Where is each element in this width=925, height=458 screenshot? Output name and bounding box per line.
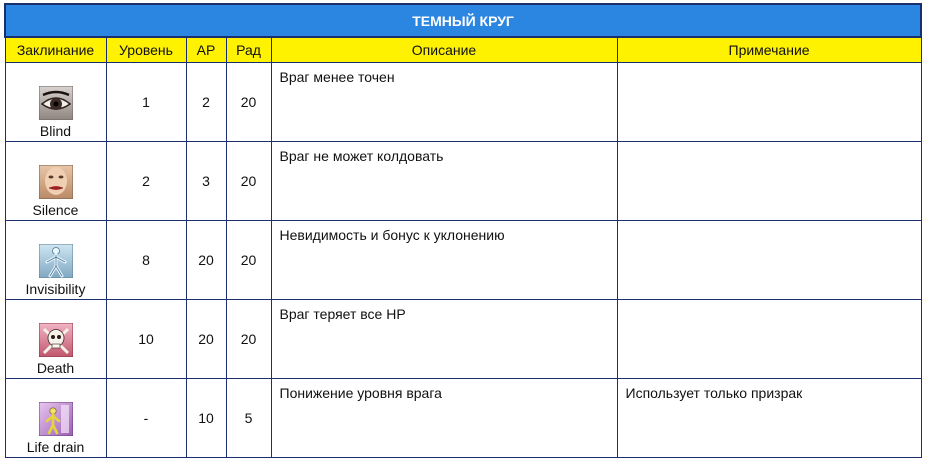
description-cell: Невидимость и бонус к уклонению	[271, 221, 617, 300]
spell-cell	[5, 63, 106, 142]
rad-cell: 20	[226, 63, 271, 142]
ap-cell: 2	[186, 63, 226, 142]
spell-cell	[5, 379, 106, 458]
level-cell: 2	[106, 142, 186, 221]
ap-cell: 20	[186, 221, 226, 300]
table-title: ТЕМНЫЙ КРУГ	[5, 4, 921, 37]
spell-cell	[5, 142, 106, 221]
spell-table-container	[4, 3, 920, 458]
table-row	[5, 221, 921, 300]
description-cell: Враг не может колдовать	[271, 142, 617, 221]
silence-face-icon	[39, 165, 73, 199]
spell-cell	[5, 300, 106, 379]
level-cell: 8	[106, 221, 186, 300]
spell-name: Silence	[32, 202, 79, 218]
rad-cell: 20	[226, 221, 271, 300]
spell-name: Death	[36, 360, 75, 376]
rad-cell: 20	[226, 300, 271, 379]
table-row	[5, 142, 921, 221]
header-description: Описание	[271, 37, 617, 63]
note-cell: Использует только призрак	[617, 379, 921, 458]
ap-cell: 3	[186, 142, 226, 221]
note-cell	[617, 142, 921, 221]
description-cell: Враг теряет все HP	[271, 300, 617, 379]
table-row	[5, 63, 921, 142]
description-cell: Враг менее точен	[271, 63, 617, 142]
level-cell: 1	[106, 63, 186, 142]
ap-cell: 20	[186, 300, 226, 379]
life-drain-icon	[39, 402, 73, 436]
table-row	[5, 300, 921, 379]
level-cell: 10	[106, 300, 186, 379]
header-spell: Заклинание	[5, 37, 106, 63]
rad-cell: 20	[226, 142, 271, 221]
rad-cell: 5	[226, 379, 271, 458]
spell-name: Invisibility	[25, 281, 86, 297]
spell-cell	[5, 221, 106, 300]
spell-table	[4, 3, 922, 458]
invisibility-figure-icon	[39, 244, 73, 278]
blind-eye-icon	[39, 86, 73, 120]
note-cell	[617, 300, 921, 379]
spell-name: Blind	[39, 123, 72, 139]
table-row	[5, 379, 921, 458]
header-note: Примечание	[617, 37, 921, 63]
header-rad: Рад	[226, 37, 271, 63]
header-ap: AP	[186, 37, 226, 63]
ap-cell: 10	[186, 379, 226, 458]
note-cell	[617, 221, 921, 300]
level-cell: -	[106, 379, 186, 458]
note-cell	[617, 63, 921, 142]
description-cell: Понижение уровня врага	[271, 379, 617, 458]
spell-name: Life drain	[26, 439, 85, 455]
header-level: Уровень	[106, 37, 186, 63]
death-skull-icon	[39, 323, 73, 357]
